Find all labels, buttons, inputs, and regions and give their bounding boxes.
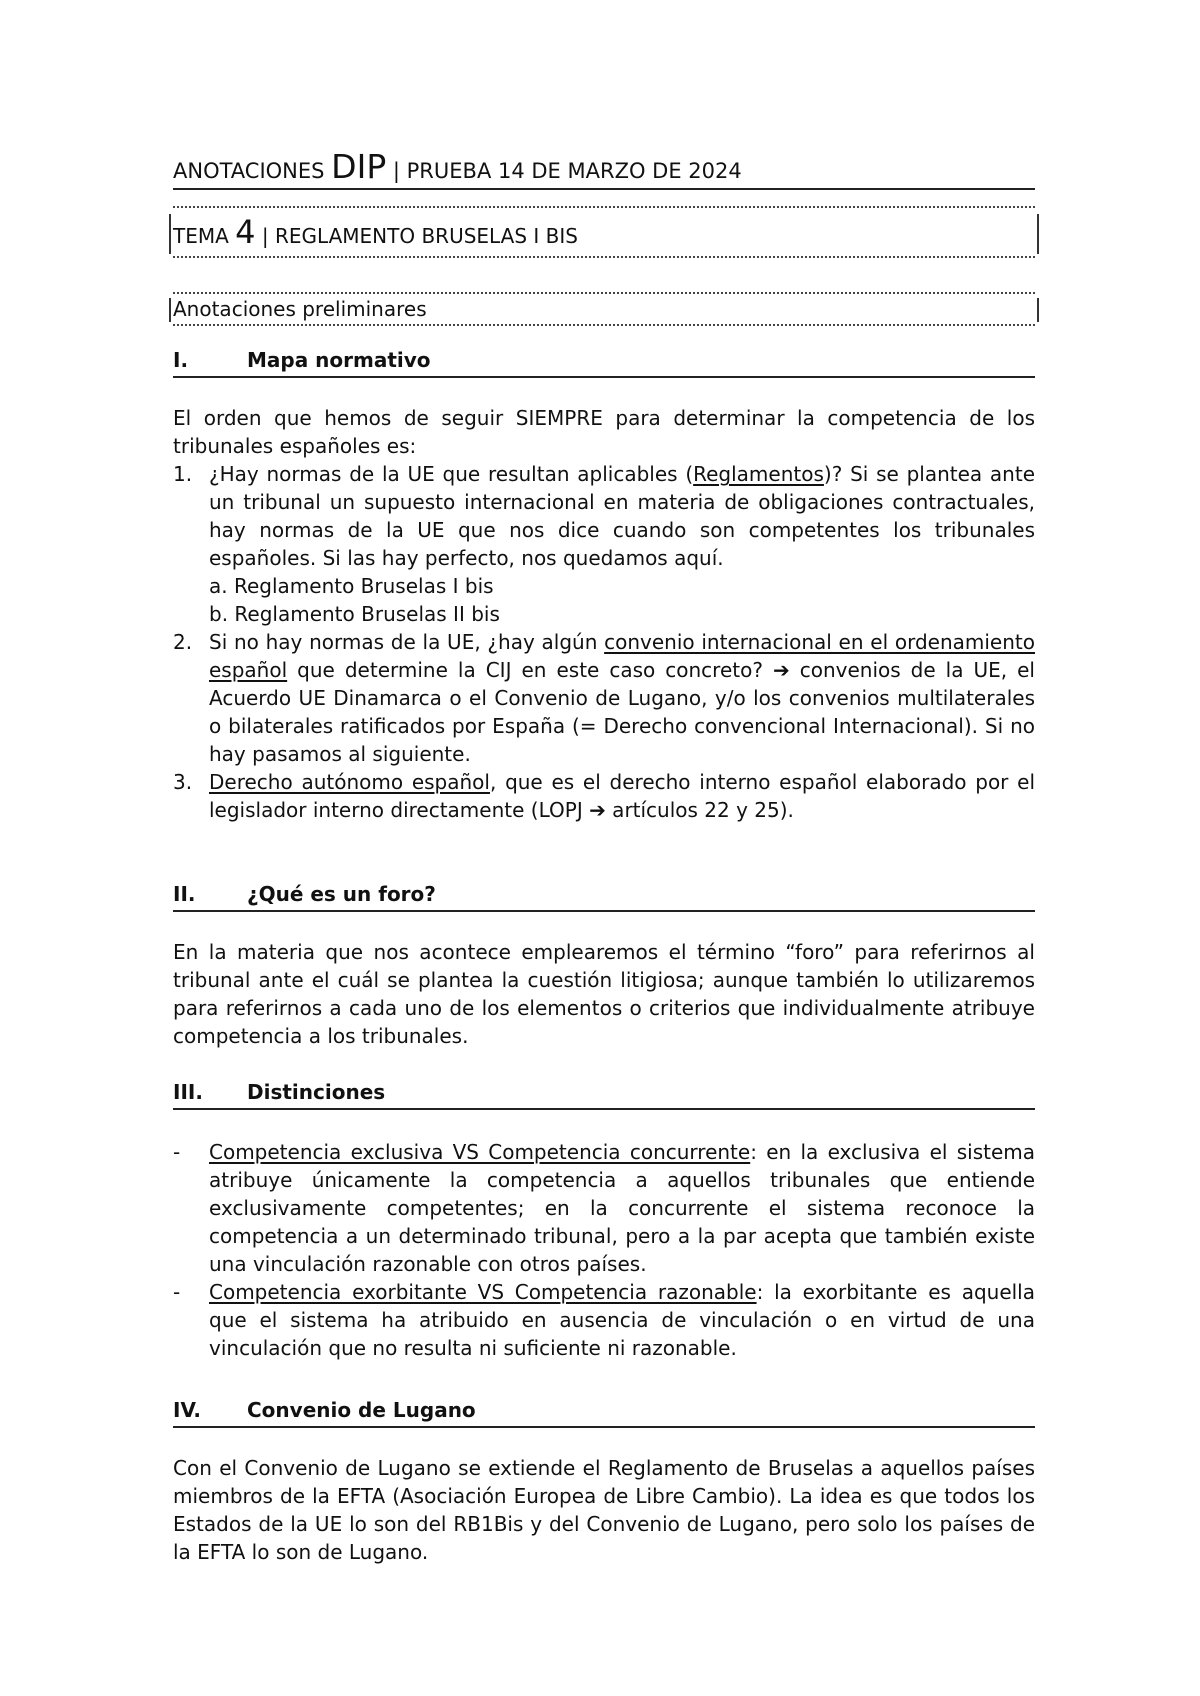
list-marker: -: [173, 1140, 181, 1164]
section-number: III.: [173, 1080, 203, 1104]
preliminary-label: Anotaciones preliminares: [173, 297, 427, 321]
box-left-border: [169, 298, 171, 322]
list-marker: 2.: [173, 630, 193, 654]
underlined-term: Reglamentos: [693, 462, 824, 486]
sub-item: b. Reglamento Bruselas II bis: [209, 602, 500, 626]
section1-intro: El orden que hemos de seguir SIEMPRE para determinar la competencia de los tribunales españoles es:: [173, 406, 1035, 458]
item-text: Si no hay normas de la UE, ¿hay algún: [209, 630, 605, 654]
title-dip: DIP: [331, 147, 387, 186]
section-title: Distinciones: [247, 1080, 386, 1104]
section-number: I.: [173, 348, 189, 372]
underlined-term: Competencia exclusiva VS Competencia concurrente: [209, 1140, 751, 1164]
item-text: , que es el derecho interno español elaborado por el legislador interno directamente (LOPJ ➔ artículos 22 y 25).: [209, 770, 1035, 822]
list-item: [173, 768, 1035, 824]
tema-number: 4: [235, 213, 256, 251]
dash-list: [173, 1138, 1035, 1362]
section-title: Convenio de Lugano: [247, 1398, 476, 1422]
ordered-list: [173, 460, 1035, 824]
tema-suffix: | REGLAMENTO BRUSELAS I BIS: [255, 224, 578, 248]
list-marker: 3.: [173, 770, 193, 794]
box-right-border: [1037, 214, 1039, 254]
item-text: que determine la CIJ en este caso concreto? ➔ convenios de la UE, el Acuerdo UE Dinamarca o el Convenio de Lugano, y/o los convenios multilaterales o bilaterales ratificados por España (= Derecho convencional Internacional). Si no hay pasamos al siguiente.: [209, 658, 1035, 766]
section-number: II.: [173, 882, 196, 906]
section-number: IV.: [173, 1398, 201, 1422]
item-text: : la exorbitante es aquella que el sistema ha atribuido en ausencia de vinculación o en virtud de una vinculación que no resulta ni suficiente ni razonable.: [209, 1280, 1035, 1360]
underlined-term: convenio internacional en el ordenamiento español: [209, 630, 1035, 682]
section4-text: Con el Convenio de Lugano se extiende el Reglamento de Bruselas a aquellos países miembros de la EFTA (Asociación Europea de Libre Cambio). La idea es que todos los Estados de la UE lo son del RB1Bis y del Convenio de Lugano, pero solo los países de la EFTA lo son de Lugano.: [173, 1456, 1035, 1564]
underlined-term: Competencia exorbitante VS Competencia razonable: [209, 1280, 757, 1304]
underlined-term: Derecho autónomo español: [209, 770, 490, 794]
item-text: : en la exclusiva el sistema atribuye únicamente la competencia a aquellos tribunales que entiende exclusivamente competentes; en la concurrente el sistema reconoce la competencia a un determinado tribunal, pero a la par acepta que también existe una vinculación razonable con otros países.: [209, 1140, 1036, 1276]
section-heading-4: [173, 1394, 1035, 1428]
item-text: )? Si se plantea ante un tribunal un supuesto internacional en materia de obligaciones contractuales, hay normas de la UE que nos dice cuando son competentes los tribunales españoles. Si las hay perfecto, nos quedamos aquí.: [209, 462, 1035, 570]
title-prefix: ANOTACIONES: [173, 159, 332, 183]
section-title: Mapa normativo: [247, 348, 431, 372]
tema-heading: [173, 206, 1035, 258]
sub-item: a. Reglamento Bruselas I bis: [209, 574, 494, 598]
item-text: ¿Hay normas de la UE que resultan aplicables (: [209, 462, 694, 486]
list-item: [173, 1278, 1035, 1362]
section2-text: En la materia que nos acontece emplearemos el término “foro” para referirnos al tribunal ante el cuál se plantea la cuestión litigiosa; aunque también lo utilizaremos para referirnos a cada uno de los elementos o criterios que individualmente atribuye competencia a los tribunales.: [173, 940, 1035, 1048]
document-title: [173, 146, 1035, 190]
list-item: [173, 1138, 1035, 1278]
section-heading-2: [173, 878, 1035, 912]
section-title: ¿Qué es un foro?: [247, 882, 436, 906]
tema-prefix: TEMA: [173, 224, 236, 248]
preliminary-heading: [173, 292, 1035, 326]
section-heading-3: [173, 1076, 1035, 1110]
box-right-border: [1037, 298, 1039, 322]
title-suffix: | PRUEBA 14 DE MARZO DE 2024: [386, 159, 742, 183]
list-item: [173, 628, 1035, 768]
list-marker: 1.: [173, 462, 193, 486]
list-item: [173, 460, 1035, 628]
section-heading-1: [173, 344, 1035, 378]
list-marker: -: [173, 1280, 181, 1304]
box-left-border: [169, 214, 171, 254]
